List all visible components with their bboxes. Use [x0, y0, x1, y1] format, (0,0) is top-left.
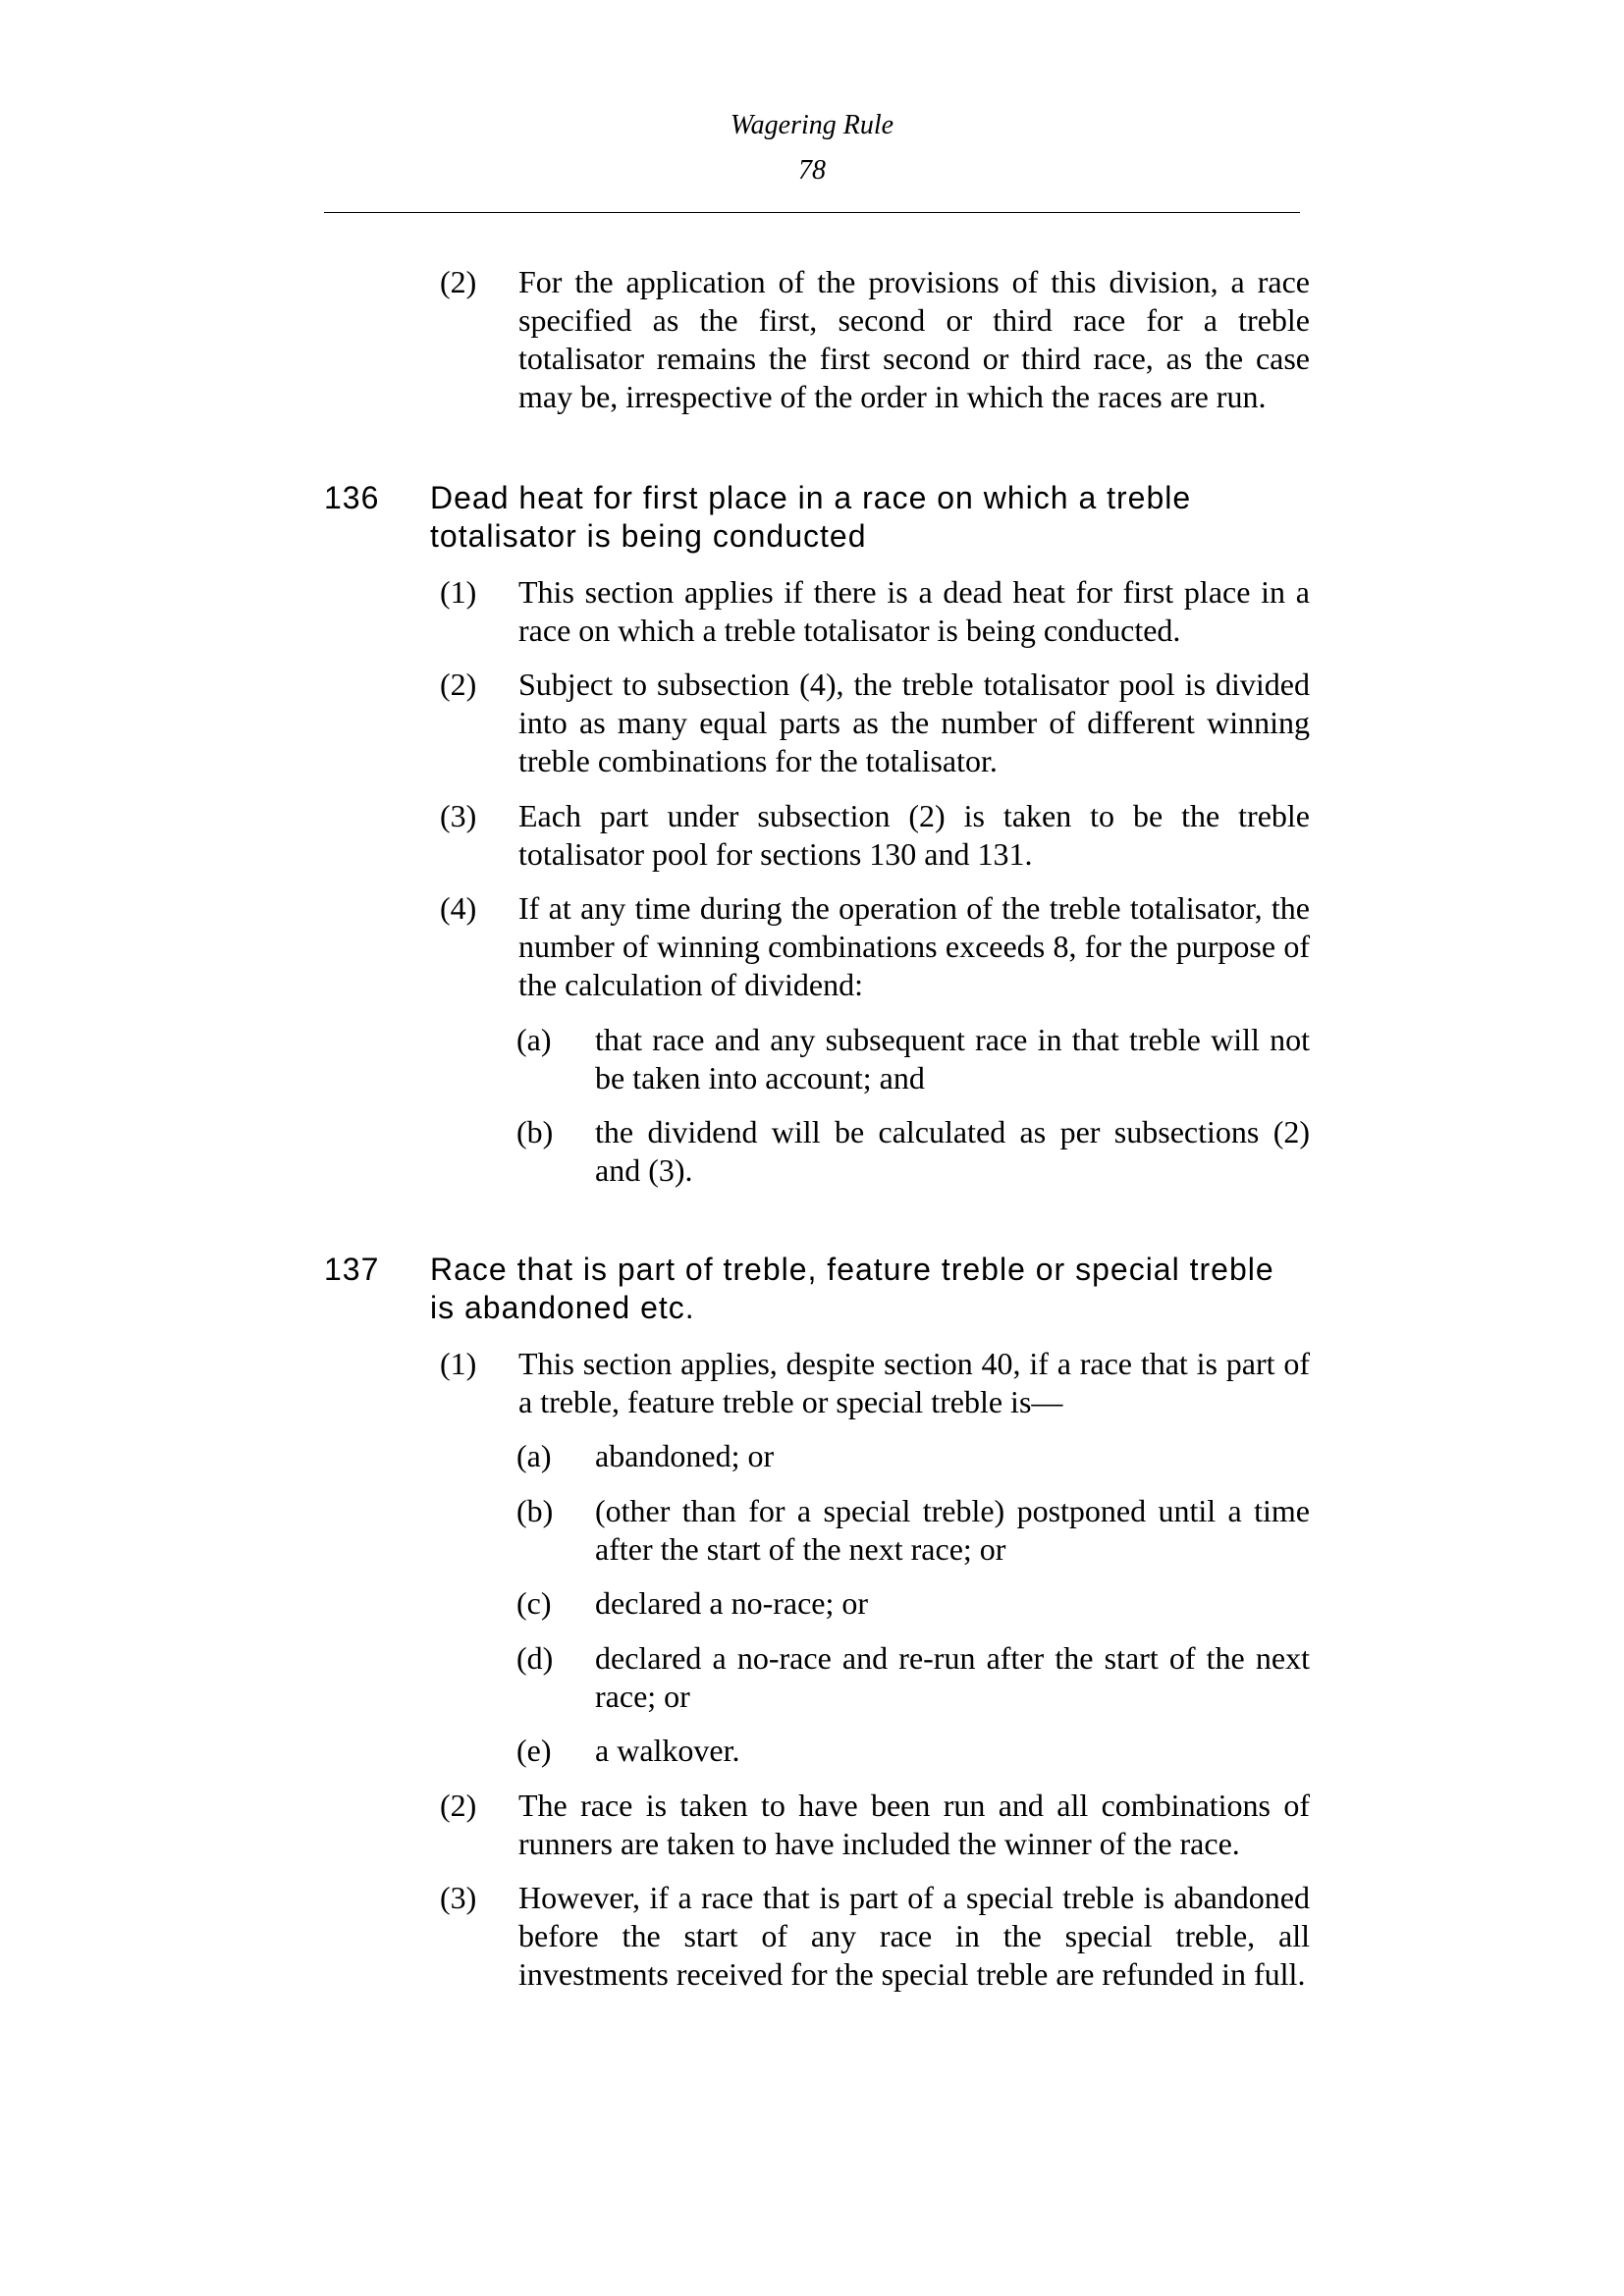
paragraph-text: a walkover.: [595, 1733, 740, 1768]
paragraph-number: (b): [516, 1114, 554, 1149]
section-number: 136: [324, 480, 380, 515]
paragraph-text: (other than for a special treble) postponed until a time after the start of the next race; or: [595, 1493, 1310, 1567]
paragraph-number: (a): [516, 1022, 552, 1057]
paragraph-text: abandoned; or: [595, 1438, 775, 1473]
section-title: Dead heat for first place in a race on which a treble totalisator is being conducted: [430, 480, 1192, 554]
subsection-number: (2): [440, 1788, 477, 1823]
paragraph-number: (c): [516, 1585, 552, 1621]
subsection-number: (2): [440, 264, 477, 299]
paragraph-text: declared a no-race; or: [595, 1585, 869, 1621]
subsection-number: (3): [440, 1880, 477, 1915]
paragraph-text: the dividend will be calculated as per subsections (2) and (3).: [595, 1114, 1310, 1188]
subsection-number: (3): [440, 798, 477, 833]
section-title: Race that is part of treble, feature treble or special treble is abandoned etc.: [430, 1252, 1274, 1325]
paragraph-number: (b): [516, 1493, 554, 1528]
subsection-text: If at any time during the operation of the treble totalisator, the number of winning combinations exceeds 8, for the purpose of the calculation of dividend:: [518, 890, 1310, 1002]
subsection-text: Subject to subsection (4), the treble totalisator pool is divided into as many equal parts as the number of different winning treble combinations for the totalisator.: [518, 667, 1310, 778]
subsection-text: This section applies, despite section 40, if a race that is part of a treble, feature treble or special treble is—: [518, 1346, 1310, 1419]
subsection-number: (2): [440, 667, 477, 702]
paragraph-number: (e): [516, 1733, 552, 1768]
subsection-text: For the application of the provisions of this division, a race specified as the first, second or third race for a treble totalisator remains the first second or third race, as the case may be, irrespective of the order in which the races are run.: [518, 264, 1310, 414]
subsection-number: (1): [440, 574, 477, 610]
paragraph-number: (a): [516, 1438, 552, 1473]
subsection-number: (4): [440, 890, 477, 926]
paragraph-text: declared a no-race and re-run after the start of the next race; or: [595, 1640, 1310, 1714]
running-header-title: Wagering Rule: [730, 110, 894, 140]
subsection-number: (1): [440, 1346, 477, 1381]
paragraph-number: (d): [516, 1640, 554, 1676]
subsection-text: However, if a race that is part of a special treble is abandoned before the start of any race in the special treble, all investments received for the special treble are refunded in full.: [518, 1880, 1310, 1992]
subsection-text: Each part under subsection (2) is taken to be the treble totalisator pool for sections 130 and 131.: [518, 798, 1310, 872]
paragraph-text: that race and any subsequent race in that treble will not be taken into account; and: [595, 1022, 1310, 1095]
section-number: 137: [324, 1252, 380, 1287]
page-number: 78: [798, 155, 826, 186]
header-rule: [324, 212, 1300, 213]
subsection-text: The race is taken to have been run and all combinations of runners are taken to have included the winner of the race.: [518, 1788, 1310, 1861]
subsection-text: This section applies if there is a dead heat for first place in a race on which a treble totalisator is being conducted.: [518, 574, 1310, 648]
